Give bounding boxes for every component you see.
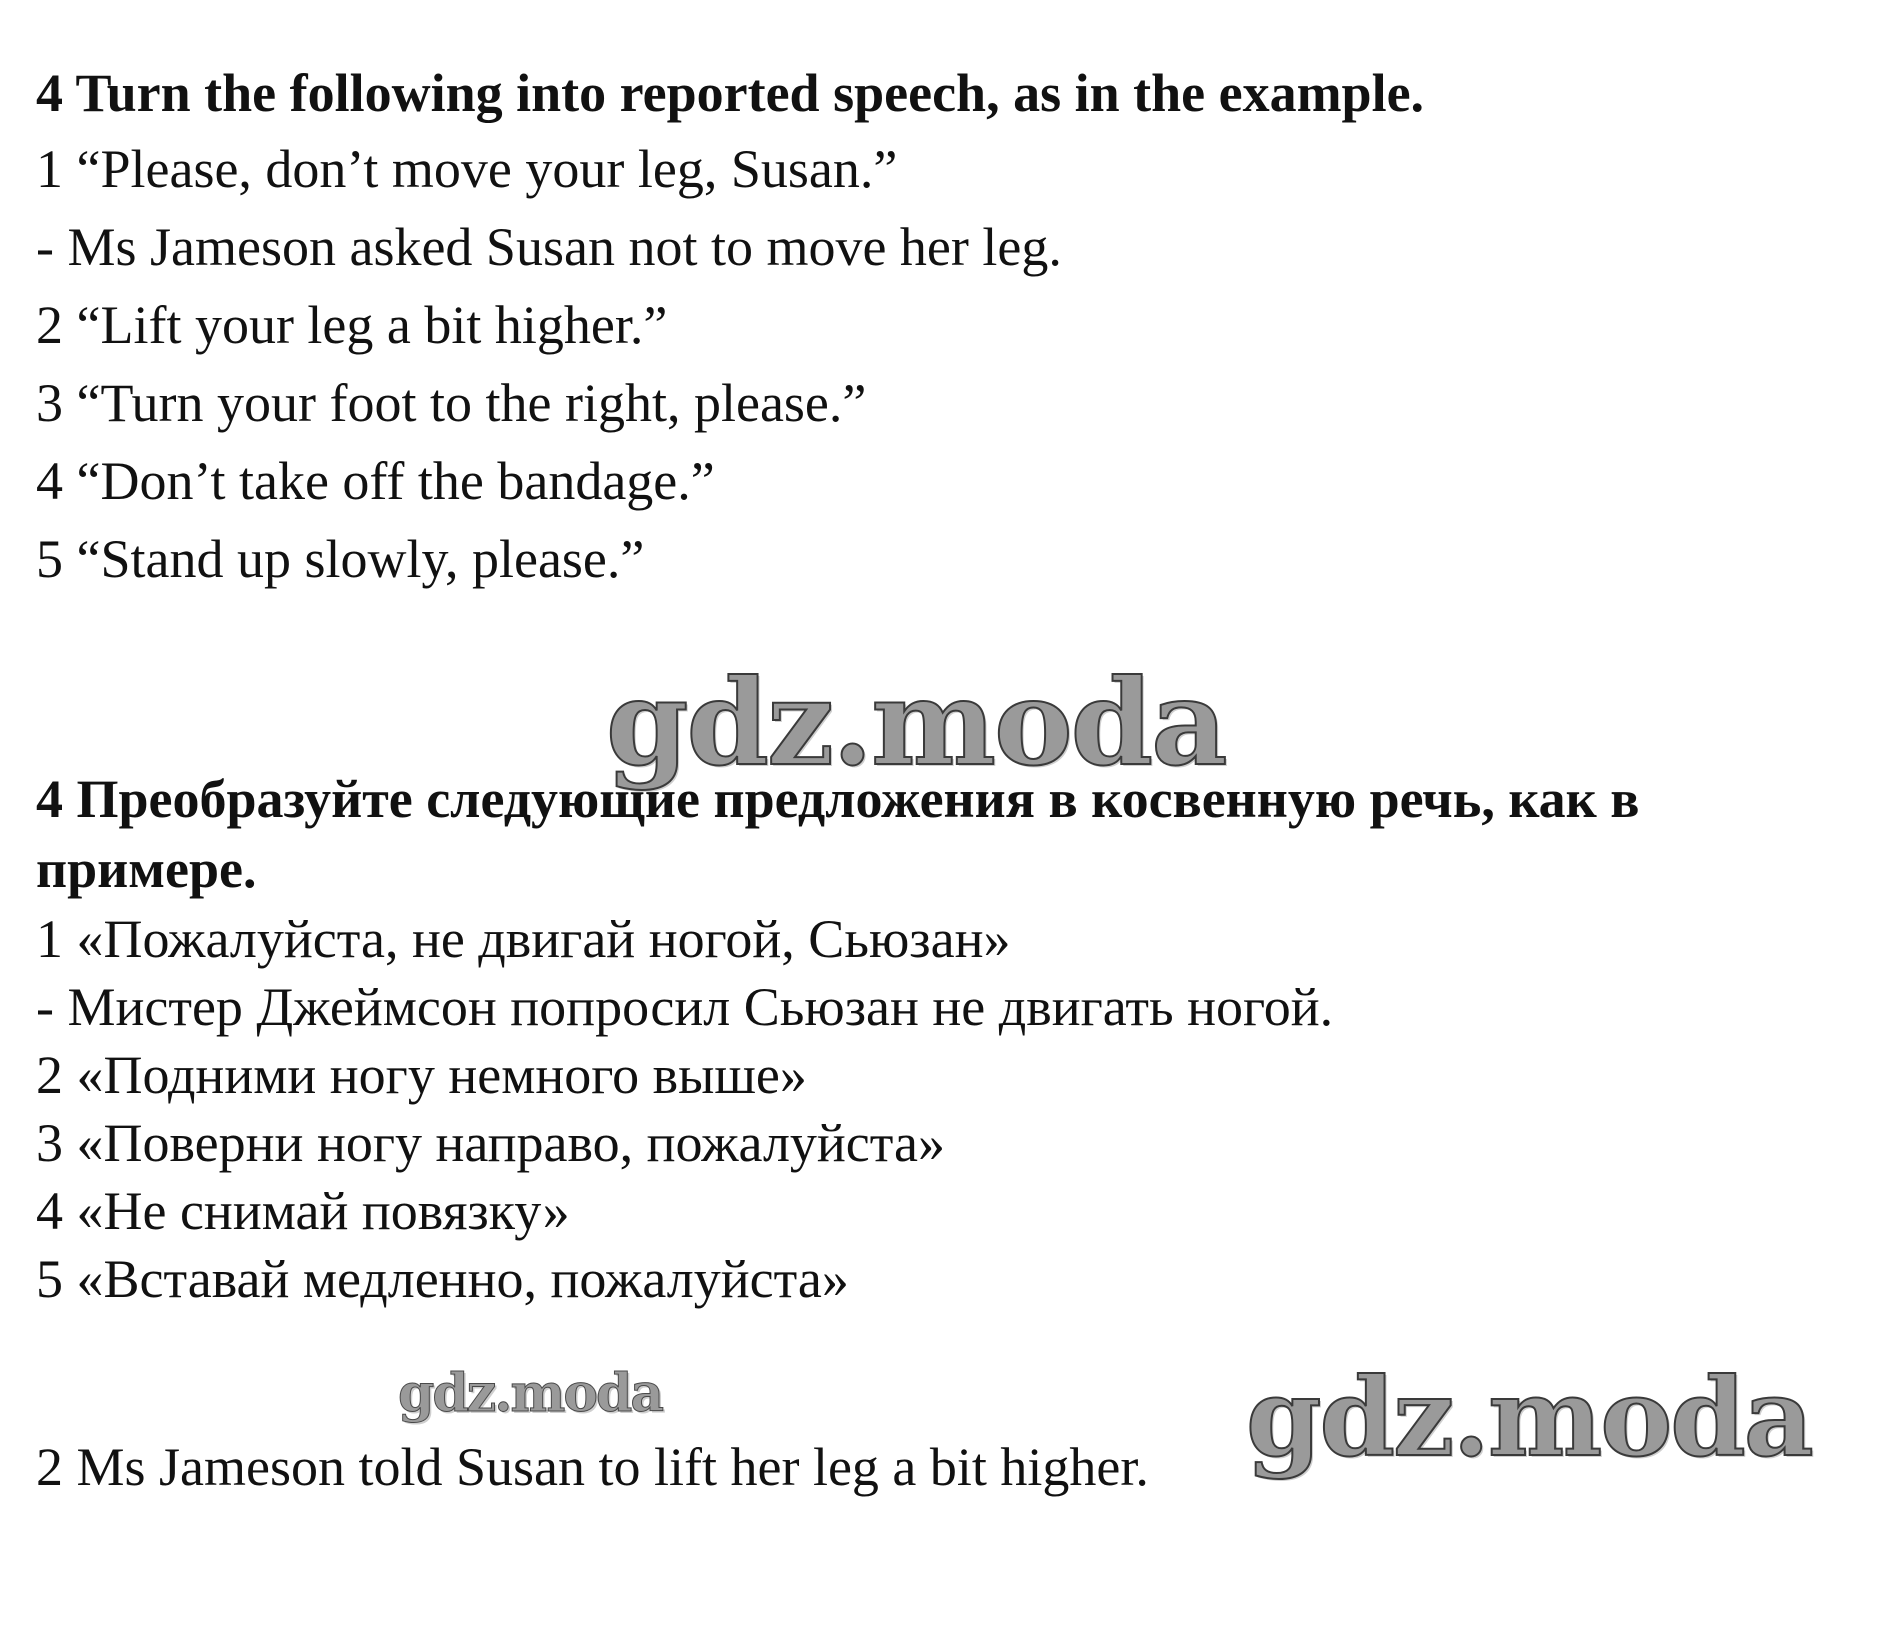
watermark-logo: gdz.moda [606,653,1226,792]
exercise-item-2-ru: 2 «Подними ногу немного выше» [36,1045,807,1105]
answer-line: 2 Ms Jameson told Susan to lift her leg a bit higher. [36,1437,1149,1497]
exercise-heading-russian-continued: примере. [36,839,257,899]
exercise-item-5-ru: 5 «Вставай медленно, пожалуйста» [36,1249,849,1309]
exercise-heading-russian: 4 Преобразуйте следующие предложения в косвенную речь, как в [36,769,1640,829]
watermark-logo-small: gdz.moda [398,1363,663,1424]
example-answer: - Ms Jameson asked Susan not to move her leg. [36,217,1062,277]
example-answer-ru: - Мистер Джеймсон попросил Сьюзан не двигать ногой. [36,977,1334,1037]
exercise-item-4-ru: 4 «Не снимай повязку» [36,1181,570,1241]
exercise-item-5: 5 “Stand up slowly, please.” [36,529,645,589]
exercise-item-3: 3 “Turn your foot to the right, please.” [36,373,867,433]
exercise-heading-english: 4 Turn the following into reported speech, as in the example. [36,63,1425,123]
exercise-item-1-ru: 1 «Пожалуйста, не двигай ногой, Сьюзан» [36,909,1011,969]
exercise-item-1: 1 “Please, don’t move your leg, Susan.” [36,139,898,199]
exercise-item-2: 2 “Lift your leg a bit higher.” [36,295,668,355]
watermark-logo-large: gdz.moda [1246,1355,1812,1481]
exercise-item-3-ru: 3 «Поверни ногу направо, пожалуйста» [36,1113,945,1173]
exercise-item-4: 4 “Don’t take off the bandage.” [36,451,715,511]
